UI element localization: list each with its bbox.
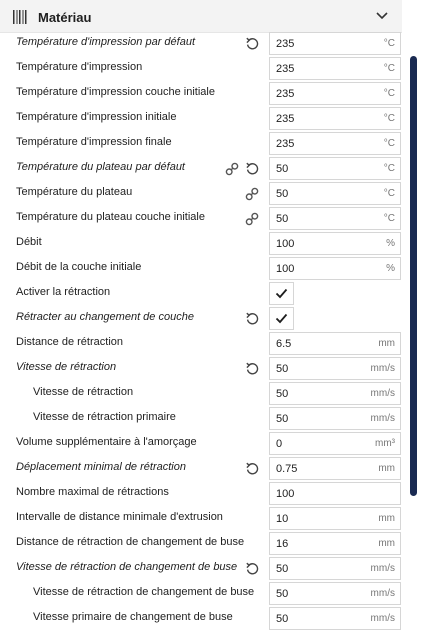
section-title: Matériau [38,10,92,25]
setting-input[interactable] [269,257,401,280]
setting-value: 6.5 [276,338,292,350]
setting-row [0,306,402,331]
setting-row [0,581,402,606]
setting-label: Vitesse de rétraction de changement de buse [16,561,238,573]
reset-icon[interactable] [245,162,259,176]
setting-value: 50 [276,413,289,425]
setting-unit: °C [383,113,395,124]
material-icon [13,9,27,25]
setting-unit: mm/s [370,413,395,424]
setting-row [0,331,402,356]
setting-value: 50 [276,163,289,175]
setting-unit: mm [378,338,395,349]
setting-label: Température du plateau [16,186,133,198]
setting-label: Vitesse de rétraction [33,386,134,398]
setting-label: Déplacement minimal de rétraction [16,461,186,473]
setting-value: 235 [276,63,295,75]
setting-unit: % [386,263,395,274]
link-icon[interactable] [245,187,259,201]
setting-input[interactable] [269,507,401,530]
setting-label: Température d'impression finale [16,136,172,148]
scrollbar[interactable] [410,56,417,496]
setting-value: 0 [276,438,283,450]
setting-row [0,156,402,181]
setting-row [0,131,402,156]
setting-label: Température du plateau couche initiale [16,211,205,223]
reset-icon[interactable] [245,312,259,326]
setting-unit: % [386,238,395,249]
setting-row [0,56,402,81]
setting-label: Température d'impression [16,61,143,73]
setting-unit: °C [383,63,395,74]
setting-unit: °C [383,38,395,49]
setting-row [0,481,402,506]
reset-icon[interactable] [245,562,259,576]
setting-input[interactable] [269,532,401,555]
material-section-header[interactable] [0,0,402,33]
setting-input[interactable] [269,132,401,155]
setting-unit: mm/s [370,588,395,599]
setting-input[interactable] [269,332,401,355]
setting-unit: °C [383,138,395,149]
setting-row [0,206,402,231]
setting-row [0,431,402,456]
setting-value: 235 [276,138,295,150]
setting-row [0,231,402,256]
setting-label: Température d'impression couche initiale [16,86,215,98]
setting-unit: mm [378,463,395,474]
link-icon[interactable] [245,212,259,226]
setting-row [0,31,402,56]
setting-value: 235 [276,38,295,50]
setting-label: Débit [16,236,42,248]
setting-row [0,81,402,106]
setting-input[interactable] [269,157,401,180]
setting-input[interactable] [269,432,401,455]
setting-input[interactable] [269,57,401,80]
setting-label: Vitesse de rétraction de changement de buse [33,586,255,598]
link-icon[interactable] [225,162,239,176]
setting-input[interactable] [269,607,401,630]
setting-value: 50 [276,188,289,200]
setting-value: 16 [276,538,289,550]
setting-value: 0.75 [276,463,298,475]
setting-value: 100 [276,488,295,500]
setting-label: Nombre maximal de rétractions [16,486,169,498]
setting-input[interactable] [269,482,401,505]
setting-row [0,256,402,281]
setting-value: 235 [276,88,295,100]
setting-input[interactable] [269,107,401,130]
setting-input[interactable] [269,557,401,580]
setting-unit: mm³ [375,438,395,449]
setting-input[interactable] [269,457,401,480]
reset-icon[interactable] [245,462,259,476]
setting-unit: °C [383,88,395,99]
setting-value: 235 [276,113,295,125]
reset-icon[interactable] [245,362,259,376]
setting-row [0,356,402,381]
checkmark-icon [275,288,288,299]
setting-label: Température d'impression par défaut [16,36,196,48]
setting-input[interactable] [269,32,401,55]
setting-label: Température d'impression initiale [16,111,177,123]
setting-value: 50 [276,613,289,625]
setting-unit: °C [383,188,395,199]
setting-input[interactable] [269,82,401,105]
setting-unit: mm [378,513,395,524]
setting-label: Température du plateau par défaut [16,161,185,173]
setting-row [0,281,402,306]
setting-value: 50 [276,388,289,400]
setting-label: Vitesse de rétraction [16,361,117,373]
setting-value: 100 [276,238,295,250]
chevron-down-icon[interactable] [375,11,389,21]
setting-input[interactable] [269,382,401,405]
setting-row [0,506,402,531]
setting-input[interactable] [269,182,401,205]
setting-unit: °C [383,163,395,174]
setting-value: 50 [276,563,289,575]
setting-label: Volume supplémentaire à l'amorçage [16,436,197,448]
setting-value: 50 [276,213,289,225]
setting-label: Vitesse primaire de changement de buse [33,611,233,623]
setting-input[interactable] [269,207,401,230]
setting-row [0,106,402,131]
setting-row [0,406,402,431]
checkmark-icon [275,313,288,324]
setting-unit: mm [378,538,395,549]
setting-label: Distance de rétraction de changement de buse [16,536,245,548]
setting-input[interactable] [269,232,401,255]
setting-label: Intervalle de distance minimale d'extrusion [16,511,223,523]
setting-row [0,606,402,631]
setting-unit: mm/s [370,363,395,374]
setting-row [0,181,402,206]
setting-label: Activer la rétraction [16,286,111,298]
setting-value: 100 [276,263,295,275]
setting-input[interactable] [269,357,401,380]
reset-icon[interactable] [245,37,259,51]
setting-value: 50 [276,363,289,375]
setting-label: Débit de la couche initiale [16,261,142,273]
setting-label: Distance de rétraction [16,336,123,348]
setting-value: 10 [276,513,289,525]
setting-unit: °C [383,213,395,224]
setting-checkbox[interactable] [269,307,294,330]
setting-row [0,456,402,481]
setting-unit: mm/s [370,563,395,574]
setting-value: 50 [276,588,289,600]
setting-input[interactable] [269,407,401,430]
setting-checkbox[interactable] [269,282,294,305]
setting-row [0,556,402,581]
setting-row [0,531,402,556]
setting-unit: mm/s [370,388,395,399]
setting-row [0,381,402,406]
setting-input[interactable] [269,582,401,605]
setting-label: Rétracter au changement de couche [16,311,194,323]
setting-label: Vitesse de rétraction primaire [33,411,176,423]
setting-unit: mm/s [370,613,395,624]
